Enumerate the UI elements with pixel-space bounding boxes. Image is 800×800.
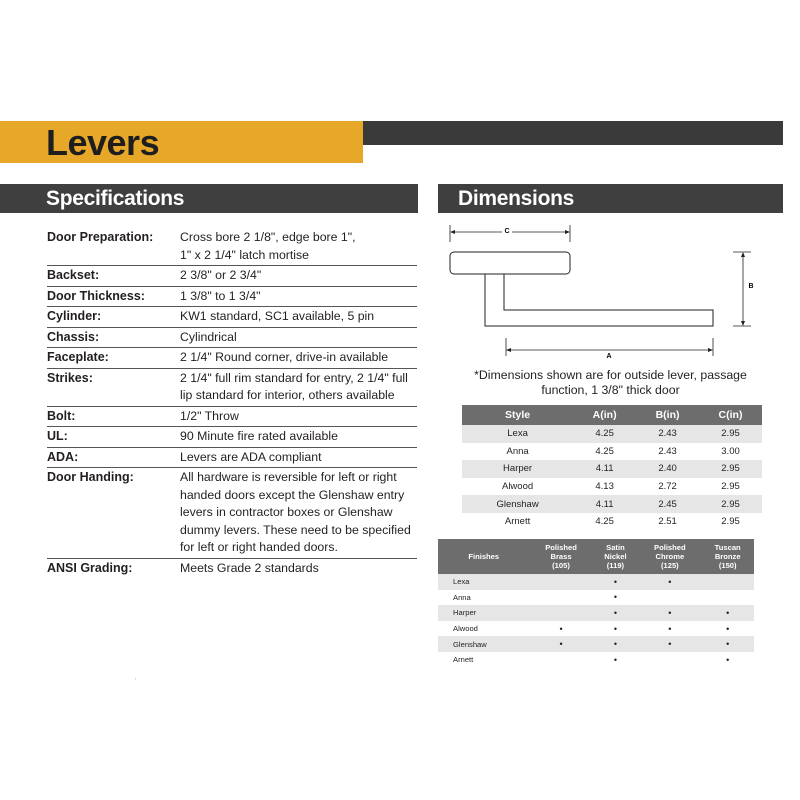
dimensions-table-header xyxy=(462,405,762,425)
finish-availability-cell xyxy=(701,574,754,590)
spec-value-line: 1/2" Throw xyxy=(180,408,239,423)
label-c: C xyxy=(504,228,510,235)
spec-value xyxy=(180,560,417,578)
availability-dot: • xyxy=(726,639,730,650)
spec-row xyxy=(47,348,417,369)
availability-dot: • xyxy=(559,639,563,650)
finish-availability-cell xyxy=(593,590,639,606)
spec-value-line: 2 1/4" full rim standard for entry, 2 1/4" full xyxy=(180,370,408,385)
finish-availability-cell xyxy=(593,652,639,668)
dimension-cell: 4.25 xyxy=(595,445,614,457)
finish-availability-cell xyxy=(638,590,701,606)
spec-value xyxy=(180,229,417,264)
spec-row xyxy=(47,266,417,287)
specifications-heading: Specifications xyxy=(0,184,418,213)
dimension-cell: 3.00 xyxy=(721,445,740,457)
finishes-header-line: Tuscan xyxy=(714,543,741,552)
style-name-cell: Lexa xyxy=(462,425,573,443)
spec-value xyxy=(180,449,417,467)
finish-availability-cell xyxy=(701,636,754,652)
spec-label: Bolt: xyxy=(47,408,76,423)
dimension-cell: 4.11 xyxy=(573,460,636,478)
finish-availability-cell xyxy=(638,652,701,668)
table-row xyxy=(438,590,754,606)
spec-label: Backset: xyxy=(47,268,100,282)
dimensions-column-header: C(in) xyxy=(699,405,762,425)
spec-label: Door Thickness: xyxy=(47,288,145,303)
availability-dot: • xyxy=(613,654,617,665)
label-b: B xyxy=(748,283,754,290)
table-row xyxy=(438,574,754,590)
finish-availability-cell xyxy=(529,652,592,668)
finishes-header-line: Polished xyxy=(545,543,577,552)
finishes-header-line: Bronze xyxy=(714,552,741,561)
spec-label: Door Handing: xyxy=(47,470,134,484)
availability-dot: • xyxy=(726,654,730,665)
dimensions-note xyxy=(438,368,783,397)
finish-availability-cell xyxy=(638,574,701,590)
lever-rose xyxy=(450,252,570,274)
finishes-column-header xyxy=(638,539,701,574)
lever-arm xyxy=(485,274,713,326)
availability-dot: • xyxy=(668,576,672,587)
finish-availability-cell xyxy=(701,605,754,621)
table-row xyxy=(438,636,754,652)
table-row xyxy=(438,621,754,637)
finish-availability-cell xyxy=(529,605,592,621)
spec-value-line: levers in contractor boxes or Glenshaw xyxy=(180,505,393,519)
spec-value-line: lip standard for interior, others available xyxy=(180,388,395,402)
style-name-cell: Alwood xyxy=(501,481,534,493)
finish-availability-cell xyxy=(638,605,701,621)
finish-availability-cell xyxy=(529,621,592,637)
finishes-header-line: Satin xyxy=(606,543,625,552)
finish-style-name: Glenshaw xyxy=(438,636,529,652)
decorative-mark: ▪ xyxy=(135,676,137,681)
dimension-cell: 2.45 xyxy=(636,495,699,513)
finish-availability-cell xyxy=(593,636,639,652)
finishes-table-header xyxy=(438,539,754,574)
spec-value xyxy=(180,349,417,367)
table-row xyxy=(462,513,762,531)
table-row xyxy=(462,460,762,478)
spec-value-line: dummy levers. These need to be specified xyxy=(180,522,411,537)
dimensions-note-line-1: *Dimensions shown are for outside lever, passage xyxy=(474,368,747,382)
spec-row xyxy=(47,559,417,579)
spec-value-line: 90 Minute fire rated available xyxy=(180,429,338,443)
specifications-list xyxy=(47,228,417,578)
spec-label: Strikes: xyxy=(47,370,93,385)
availability-dot: • xyxy=(613,607,617,618)
table-row xyxy=(462,425,762,443)
spec-value-line: Cylindrical xyxy=(180,329,237,344)
availability-dot: • xyxy=(726,607,730,618)
spec-value xyxy=(180,408,417,426)
finish-availability-cell xyxy=(593,605,639,621)
spec-label: Door Preparation: xyxy=(47,230,154,244)
finishes-header-line: (150) xyxy=(718,561,737,570)
spec-value xyxy=(180,469,417,557)
dimension-cell: 2.95 xyxy=(721,516,740,528)
spec-row xyxy=(47,228,417,266)
finish-style-name: Lexa xyxy=(438,574,529,590)
dimensions-table xyxy=(462,405,762,531)
spec-value-line: All hardware is reversible for left or right xyxy=(180,470,397,484)
spec-value-line: 2 3/8" or 2 3/4" xyxy=(180,268,262,282)
dimension-cell: 2.95 xyxy=(699,425,762,443)
spec-value-line: for left or right handed doors. xyxy=(180,540,338,554)
finish-availability-cell xyxy=(529,590,592,606)
dimension-cell: 2.95 xyxy=(699,495,762,513)
style-name-cell: Anna xyxy=(506,445,529,457)
spec-label: UL: xyxy=(47,429,68,443)
finish-style-name: Anna xyxy=(453,592,471,602)
spec-row xyxy=(47,287,417,308)
spec-label: Faceplate: xyxy=(47,350,109,364)
spec-value xyxy=(180,428,417,446)
dimension-cell: 4.13 xyxy=(595,481,614,493)
availability-dot: • xyxy=(559,623,563,634)
spec-value xyxy=(180,329,417,347)
finish-availability-cell xyxy=(701,590,754,606)
finish-availability-cell xyxy=(638,636,701,652)
finish-availability-cell xyxy=(701,621,754,637)
spec-label: Cylinder: xyxy=(47,309,102,323)
spec-value xyxy=(180,288,417,306)
spec-value-line: Meets Grade 2 standards xyxy=(180,560,319,575)
page-title: Levers xyxy=(46,122,160,163)
dimension-cell: 4.11 xyxy=(573,495,636,513)
finish-availability-cell xyxy=(529,636,592,652)
spec-value-line: Levers are ADA compliant xyxy=(180,449,322,464)
availability-dot: • xyxy=(613,592,617,603)
dimension-cell: 2.95 xyxy=(721,481,740,493)
table-row xyxy=(462,495,762,513)
dimension-cell: 4.25 xyxy=(595,516,614,528)
finish-style-name: Harper xyxy=(438,605,529,621)
spec-row xyxy=(47,369,417,407)
dimensions-column-header: Style xyxy=(462,405,573,425)
spec-label: ADA: xyxy=(47,449,79,464)
dimension-cell: 2.43 xyxy=(636,425,699,443)
dimensions-column-header: B(in) xyxy=(636,405,699,425)
spec-value xyxy=(180,370,417,405)
dimensions-note-line-2: function, 1 3/8" thick door xyxy=(541,382,680,397)
finishes-column-header xyxy=(701,539,754,574)
dimension-cell: 2.51 xyxy=(658,516,677,528)
spec-row xyxy=(47,448,417,469)
spec-label: ANSI Grading: xyxy=(47,560,133,575)
finishes-header-line: (105) xyxy=(552,561,570,570)
finishes-column-header xyxy=(593,539,639,574)
spec-value-line: Cross bore 2 1/8", edge bore 1", xyxy=(180,230,356,244)
table-row xyxy=(462,443,762,461)
finishes-table xyxy=(438,539,754,668)
spec-value-line: 1 3/8" to 1 3/4" xyxy=(180,288,261,303)
finish-availability-cell xyxy=(529,574,592,590)
finishes-header-line: Finishes xyxy=(468,552,500,561)
spec-row xyxy=(47,427,417,448)
spec-value-line: handed doors except the Glenshaw entry xyxy=(180,487,405,502)
availability-dot: • xyxy=(668,623,672,634)
spec-row xyxy=(47,328,417,349)
dimension-cell: 4.25 xyxy=(573,425,636,443)
table-row xyxy=(438,652,754,668)
availability-dot: • xyxy=(668,639,672,650)
availability-dot: • xyxy=(668,607,672,618)
dimensions-column-header: A(in) xyxy=(573,405,636,425)
finishes-column-header xyxy=(438,539,529,574)
dimension-cell: 2.40 xyxy=(636,460,699,478)
availability-dot: • xyxy=(613,639,617,650)
dimension-cell: 2.95 xyxy=(699,460,762,478)
style-name-cell: Glenshaw xyxy=(462,495,573,513)
finishes-header-line: Polished xyxy=(654,543,686,552)
finish-availability-cell xyxy=(593,574,639,590)
finishes-header-line: Brass xyxy=(550,552,572,561)
table-row xyxy=(438,605,754,621)
spec-value-line: 2 1/4" Round corner, drive-in available xyxy=(180,350,389,364)
spec-value-line: KW1 standard, SC1 available, 5 pin xyxy=(180,309,375,323)
spec-value-line: 1" x 2 1/4" latch mortise xyxy=(180,247,310,262)
spec-row xyxy=(47,307,417,328)
dimension-cell: 2.43 xyxy=(658,445,677,457)
spec-value xyxy=(180,267,417,285)
dimension-cell: 2.72 xyxy=(658,481,677,493)
spec-value xyxy=(180,308,417,326)
finishes-header-line: Chrome xyxy=(655,552,685,561)
table-row xyxy=(462,478,762,496)
availability-dot: • xyxy=(726,623,730,634)
availability-dot: • xyxy=(613,576,617,587)
label-a: A xyxy=(606,353,612,360)
finishes-header-line: (119) xyxy=(606,561,625,570)
title-bar-dark xyxy=(363,121,783,145)
dimensions-heading: Dimensions xyxy=(438,184,783,213)
style-name-cell: Arnett xyxy=(504,516,531,528)
finish-availability-cell xyxy=(593,621,639,637)
finish-style-name: Alwood xyxy=(453,624,478,634)
finishes-header-line: (125) xyxy=(660,561,679,570)
finish-availability-cell xyxy=(701,652,754,668)
finish-availability-cell xyxy=(638,621,701,637)
finishes-column-header xyxy=(529,539,592,574)
finish-style-name: Arnett xyxy=(453,655,474,665)
spec-row xyxy=(47,468,417,559)
spec-label: Chassis: xyxy=(47,329,100,344)
lever-dimension-diagram xyxy=(438,218,783,363)
finishes-header-line: Nickel xyxy=(604,552,627,561)
spec-row xyxy=(47,407,417,428)
availability-dot: • xyxy=(613,623,617,634)
style-name-cell: Harper xyxy=(462,460,573,478)
